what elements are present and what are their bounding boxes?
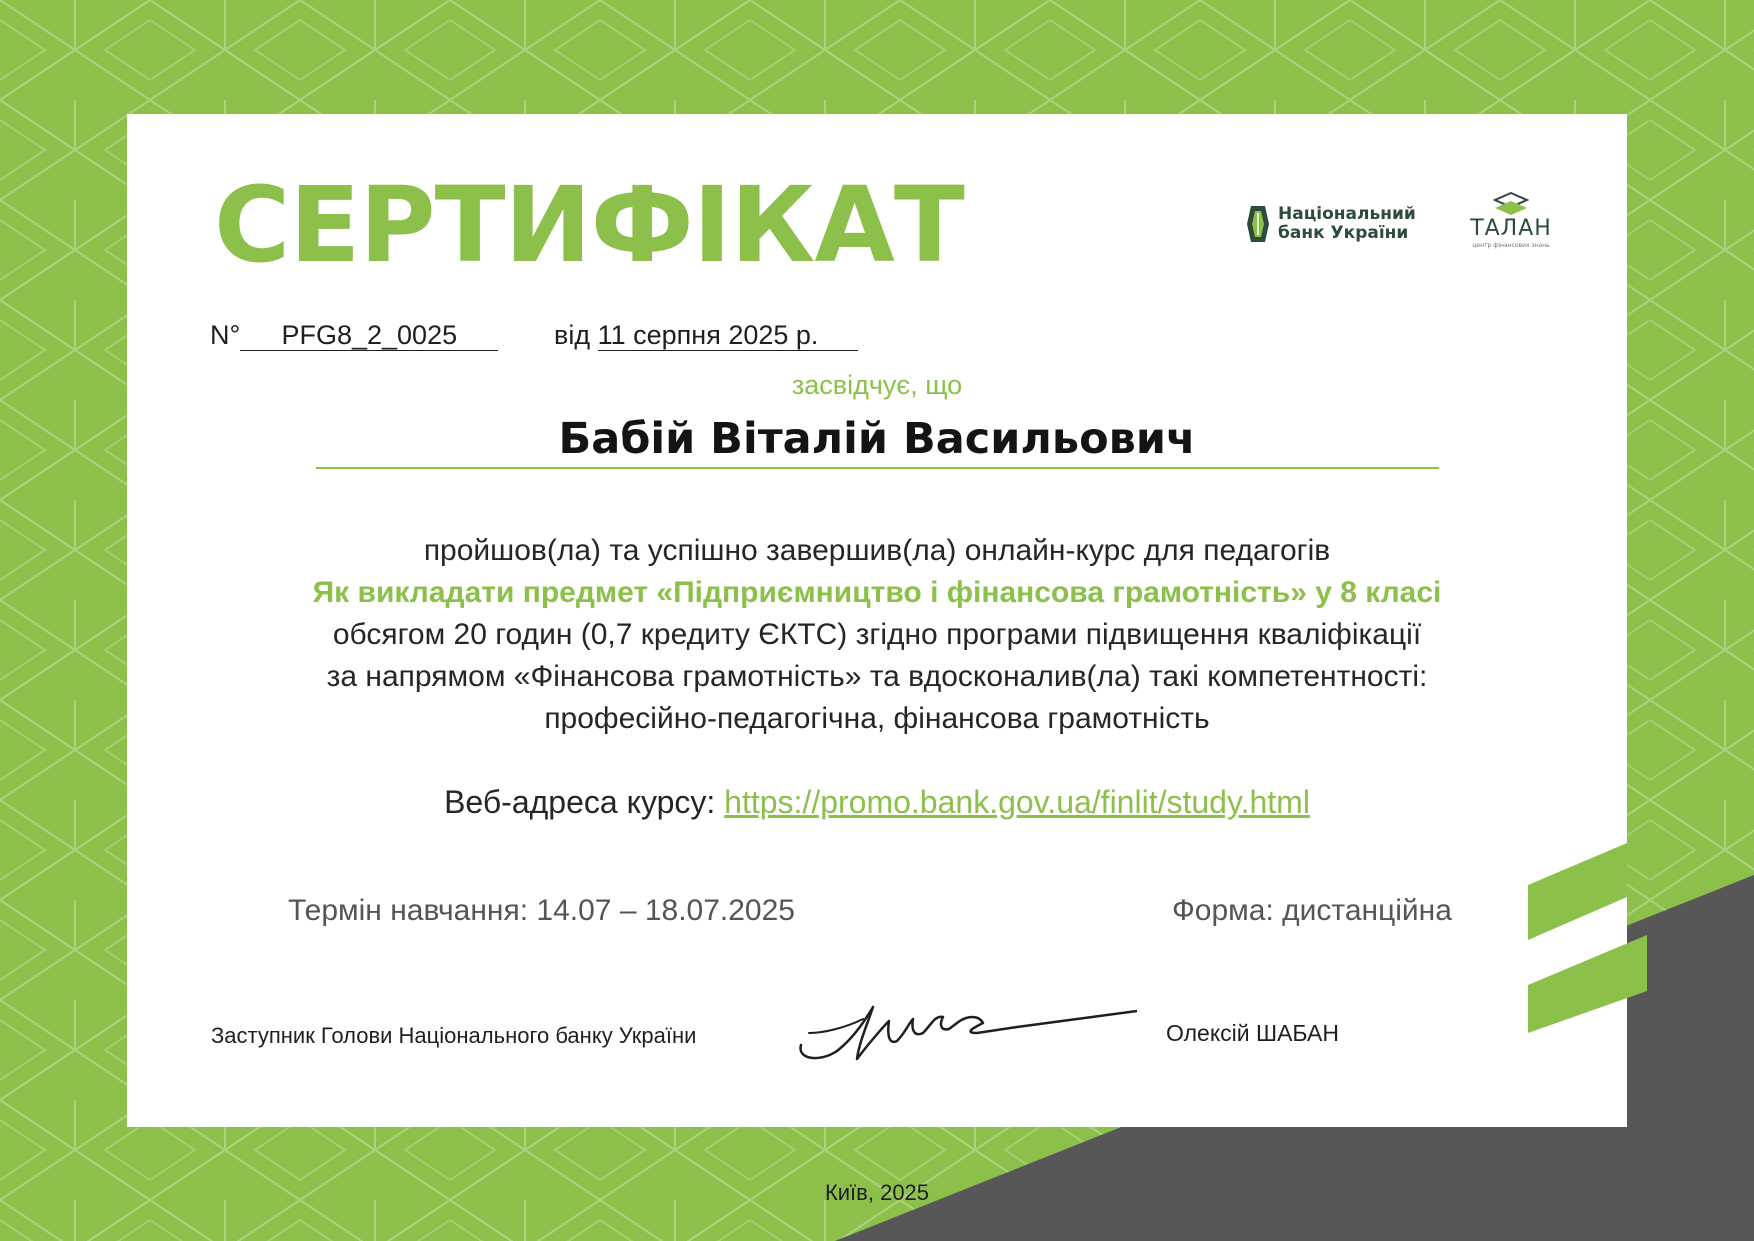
talan-logo [1466, 192, 1556, 250]
nbu-name-line2: банк України [1278, 223, 1409, 243]
course-title: Як викладати предмет «Підприємництво і фінансова грамотність» у 8 класі [312, 576, 1442, 609]
certificate-date: 11 серпня 2025 р. [598, 320, 858, 351]
city-year: Київ, 2025 [824, 1180, 930, 1205]
recipient-name: Бабій Віталій Васильович [558, 414, 1196, 464]
nbu-logo [1246, 205, 1416, 243]
date-prefix: від [554, 320, 591, 350]
certificate-number: PFG8_2_0025 [240, 320, 498, 351]
body-line-5: професійно-педагогічна, фінансова грамотність [544, 702, 1210, 735]
signer-name: Олексій ШАБАН [1166, 1020, 1339, 1046]
body-line-4: за напрямом «Фінансова грамотність» та вдосконалив(ла) такі компетентності: [326, 660, 1428, 693]
number-prefix: N° [210, 320, 241, 350]
body-line-3: обсягом 20 годин (0,7 кредиту ЄКТС) згідно програми підвищення кваліфікації [332, 618, 1422, 651]
talan-name: ТАЛАН [1470, 216, 1552, 241]
certificate-body [0, 530, 1754, 740]
certificate-number-line [210, 320, 498, 351]
handwritten-signature [797, 993, 1137, 1068]
nbu-name-line1: Національний [1278, 204, 1416, 224]
recipient-underline [316, 467, 1439, 469]
study-form: Форма: дистанційна [1172, 894, 1452, 927]
course-url-line [0, 784, 1754, 821]
study-term: Термін навчання: 14.07 – 18.07.2025 [288, 894, 795, 927]
signer-position: Заступник Голови Національного банку України [211, 1023, 697, 1048]
course-url-label: Веб-адреса курсу: [444, 784, 716, 820]
talan-emblem-icon [1493, 192, 1529, 216]
certifies-text: засвідчує, що [791, 370, 963, 400]
body-line-1: пройшов(ла) та успішно завершив(ла) онлайн-курс для педагогів [423, 534, 1331, 567]
nbu-emblem-icon [1246, 205, 1270, 243]
certificate-date-line [554, 320, 858, 351]
certificate-title: СЕРТИФІКАТ [214, 164, 964, 286]
course-url-link[interactable]: https://promo.bank.gov.ua/finlit/study.html [724, 784, 1310, 820]
talan-subtitle: центр фінансових знань [1472, 242, 1550, 249]
